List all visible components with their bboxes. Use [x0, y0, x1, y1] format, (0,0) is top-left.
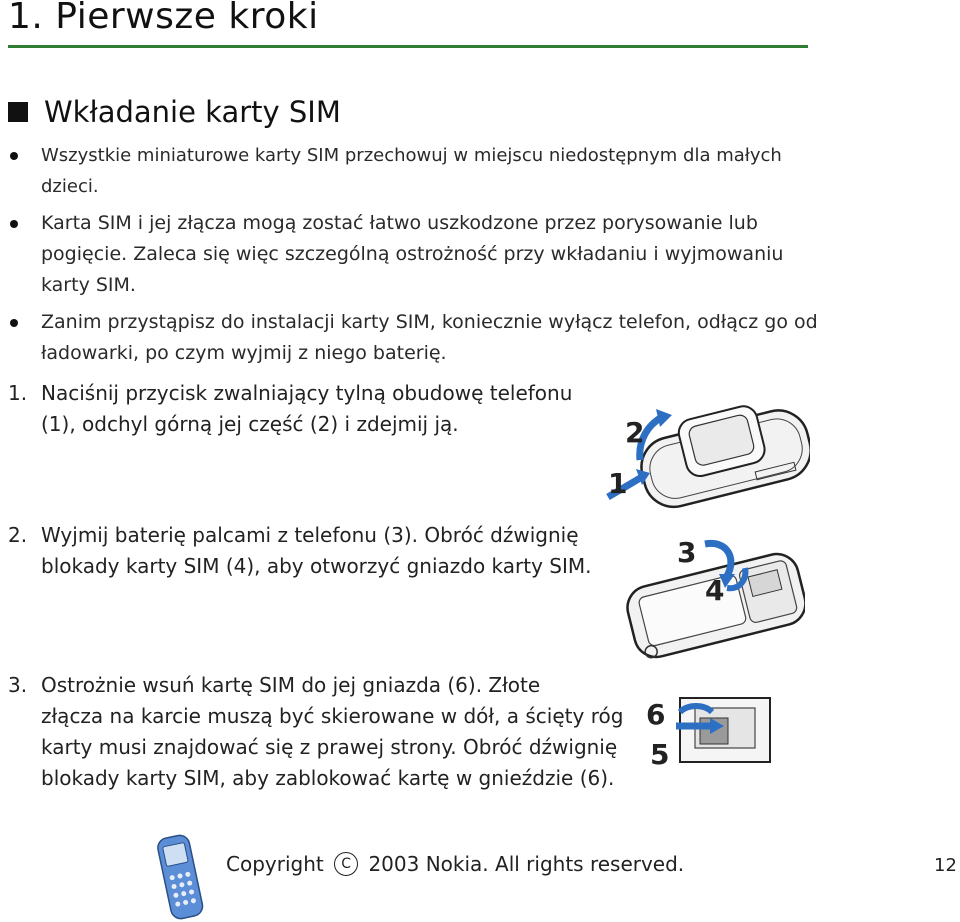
step-line: złącza na karcie muszą być skierowane w dół, a ścięty róg — [41, 704, 624, 728]
copyright-icon: C — [334, 852, 358, 876]
figure-label: 2 — [625, 416, 645, 449]
step-line: Naciśnij przycisk zwalniający tylną obudowę telefonu — [41, 381, 573, 405]
step-2-text — [41, 520, 592, 582]
figure-label: 3 — [677, 536, 697, 569]
section-title-text: Wkładanie karty SIM — [44, 95, 341, 129]
copyright-notice — [226, 852, 684, 878]
step-number: 1. — [8, 381, 28, 405]
step-1-text — [41, 378, 572, 440]
step-line: (1), odchyl górną jej część (2) i zdejmij ją. — [41, 412, 459, 436]
battery-removal-illustration — [615, 530, 805, 665]
step-line: blokady karty SIM, aby zablokować kartę w gnieździe (6). — [41, 766, 615, 790]
bullet-text: Karta SIM i jej złącza mogą zostać łatwo uszkodzone przez porysowanie lub pogięcie. Zaleca się więc szczególną ostrożność przy wkładaniu i wyjmowaniu karty SIM. — [41, 212, 784, 296]
copyright-word: Copyright — [226, 852, 324, 876]
bullet-item — [0, 208, 820, 301]
phone-logo-icon — [150, 832, 210, 920]
bullet-icon — [10, 319, 18, 327]
step-line: karty musi znajdować się z prawej strony. Obróć dźwignię — [41, 735, 618, 759]
page-number: 12 — [934, 855, 957, 876]
bullet-text: Wszystkie miniaturowe karty SIM przechowuj w miejscu niedostępnym dla małych dzieci. — [41, 145, 782, 197]
copyright-rest: 2003 Nokia. All rights reserved. — [368, 852, 685, 876]
chapter-title: 1. Pierwsze kroki — [8, 0, 319, 37]
step-line: Wyjmij baterię palcami z telefonu (3). Obróć dźwignię — [41, 523, 579, 547]
step-line: blokady karty SIM (4), aby otworzyć gniazdo karty SIM. — [41, 554, 592, 578]
section-title — [8, 95, 341, 129]
warning-list — [0, 140, 820, 369]
bullet-item — [0, 140, 820, 202]
bullet-icon — [10, 152, 18, 160]
step-number: 3. — [8, 673, 28, 697]
bullet-icon — [10, 220, 18, 228]
back-cover-illustration — [600, 385, 810, 515]
step-number: 2. — [8, 523, 28, 547]
bullet-text: Zanim przystąpisz do instalacji karty SIM, koniecznie wyłącz telefon, odłącz go od ładowarki, po czym wyjmij z niego baterię. — [41, 311, 818, 364]
section-square-icon — [8, 102, 28, 122]
sim-insertion-illustration — [640, 690, 780, 770]
figure-label: 1 — [608, 467, 628, 500]
step-line: Ostrożnie wsuń kartę SIM do jej gniazda (6). Złote — [41, 673, 541, 697]
figure-label: 4 — [705, 574, 725, 607]
bullet-item — [0, 307, 820, 369]
figure-label: 5 — [650, 738, 670, 770]
step-3-text — [41, 670, 623, 794]
chapter-rule — [8, 45, 808, 48]
figure-label: 6 — [646, 698, 666, 731]
